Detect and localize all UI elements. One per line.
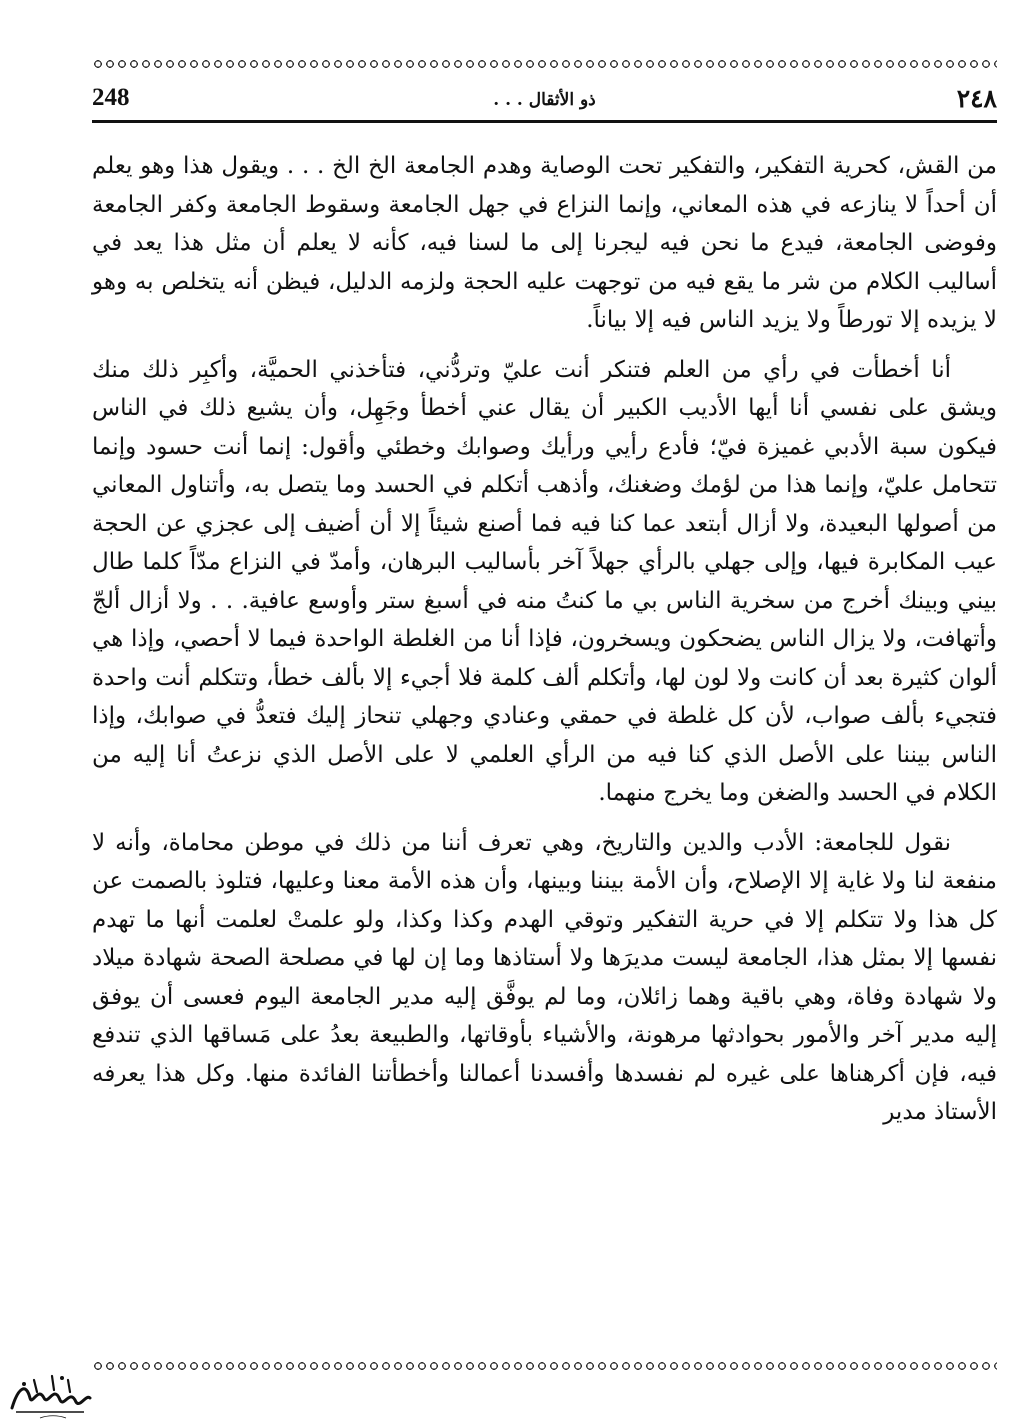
body-text [92, 147, 997, 1132]
page-number-latin: 248 [92, 84, 130, 111]
running-header [92, 84, 997, 123]
top-ornament-border [92, 58, 997, 70]
bottom-ornament-border [92, 1360, 997, 1372]
calligraphy-logo-icon [4, 1368, 94, 1422]
page-number-arabic: ٢٤٨ [956, 84, 997, 113]
paragraph-2: أنا أخطأت في رأي من العلم فتنكر أنت عليّ وتردُّني، فتأخذني الحميَّة، وأكبِر ذلك منك ويشق على نفسي أنا أيها الأديب الكبير أن يقال عني أخطأ وجَهِل، وأن يشيع ذلك في الناس فيكون سبة الأدبي غميزة فيّ؛ فأدع رأيي ورأيك وصوابك وخطئي وأقول: إنما أنت حسود وإنما تتحامل عليّ، وإنما هذا من لؤمك وضغنك، وأذهب أتكلم في الحسد وما يتصل به، وأتناول المعاني من أصولها البعيدة، ولا أزال أبتعد عما كنا فيه فما أصنع شيئاً إلا أن أضيف إلى عجزي عن الحجة عيب المكابرة فيها، وإلى جهلي بالرأي جهلاً آخر بأساليب البرهان، وأمدّ في النزاع مدّاً كلما طال بيني وبينك أخرج من سخرية الناس بي ما كنتُ منه في أسبغ ستر وأوسع عافية. . . ولا أزال ألجّ وأتهافت، ولا يزال الناس يضحكون ويسخرون، فإذا أنا من الغلطة الواحدة فيما لا أحصي، وإذا هي ألوان كثيرة بعد أن كانت ولا لون لها، وأتكلم ألف كلمة فلا أجيء إلا بألف خطأ، وتتكلم أنت واحدة فتجيء بألف صواب، لأن كل غلطة في حمقي وعنادي وجهلي تنحاز إليك فتعدُّ في صوابك، وإذا الناس بيننا على الأصل الذي كنا فيه من الرأي العلمي لا على الأصل الذي نزعتُ أنا إليه من الكلام في الحسد والضغن وما يخرج منهما. [92, 356, 997, 806]
paragraph-1: من القش، كحرية التفكير، والتفكير تحت الوصاية وهدم الجامعة الخ الخ . . . ويقول هذا وهو يعلم أن أحداً لا ينازعه في هذه المعاني، وإنما النزاع في جهل الجامعة وسقوط الجامعة وكفر الجامعة وفوضى الجامعة، فيدع ما نحن فيه ليجرنا إلى ما لسنا فيه، كأنه لا يعلم أن مثل هذا يعد في أساليب الكلام من شر ما يقع فيه من توجهت عليه الحجة ولزمه الدليل، فيظن أنه يتخلص به وهو لا يزيده إلا تورطاً ولا يزيد الناس فيه إلا بياناً. [92, 153, 997, 333]
watermark-logo [4, 1368, 94, 1422]
paragraph-3: نقول للجامعة: الأدب والدين والتاريخ، وهي تعرف أننا من ذلك في موطن محاماة، وأنه لا منفعة لنا ولا غاية إلا الإصلاح، وأن الأمة بيننا وبينها، وأن هذه الأمة معنا وعليها، فتلوذ بالصمت عن كل هذا ولا تتكلم إلا في حرية التفكير وتوقي الهدم وكذا وكذا، ولو علمتْ لعلمت أنها ما تهدم نفسها إلا بمثل هذا، الجامعة ليست مديرَها ولا أستاذها وما إن لها في مصلحة الصحة شهادة ميلاد ولا شهادة وفاة، وهي باقية وهما زائلان، وما لم يوفَّق إليه مدير الجامعة اليوم فعسى أن يوفق إليه مدير آخر والأمور بحوادثها مرهونة، والأشياء بأوقاتها، والطبيعة بعدُ على مَساقها الذي تندفع فيه، فإن أكرهناها على غيره لم نفسدها وأفسدنا أعمالنا وأخطأتنا الفائدة منها. وكل هذا يعرفه الأستاذ مدير [92, 829, 997, 1125]
running-title: ذو الأثقال . . . [493, 90, 596, 110]
